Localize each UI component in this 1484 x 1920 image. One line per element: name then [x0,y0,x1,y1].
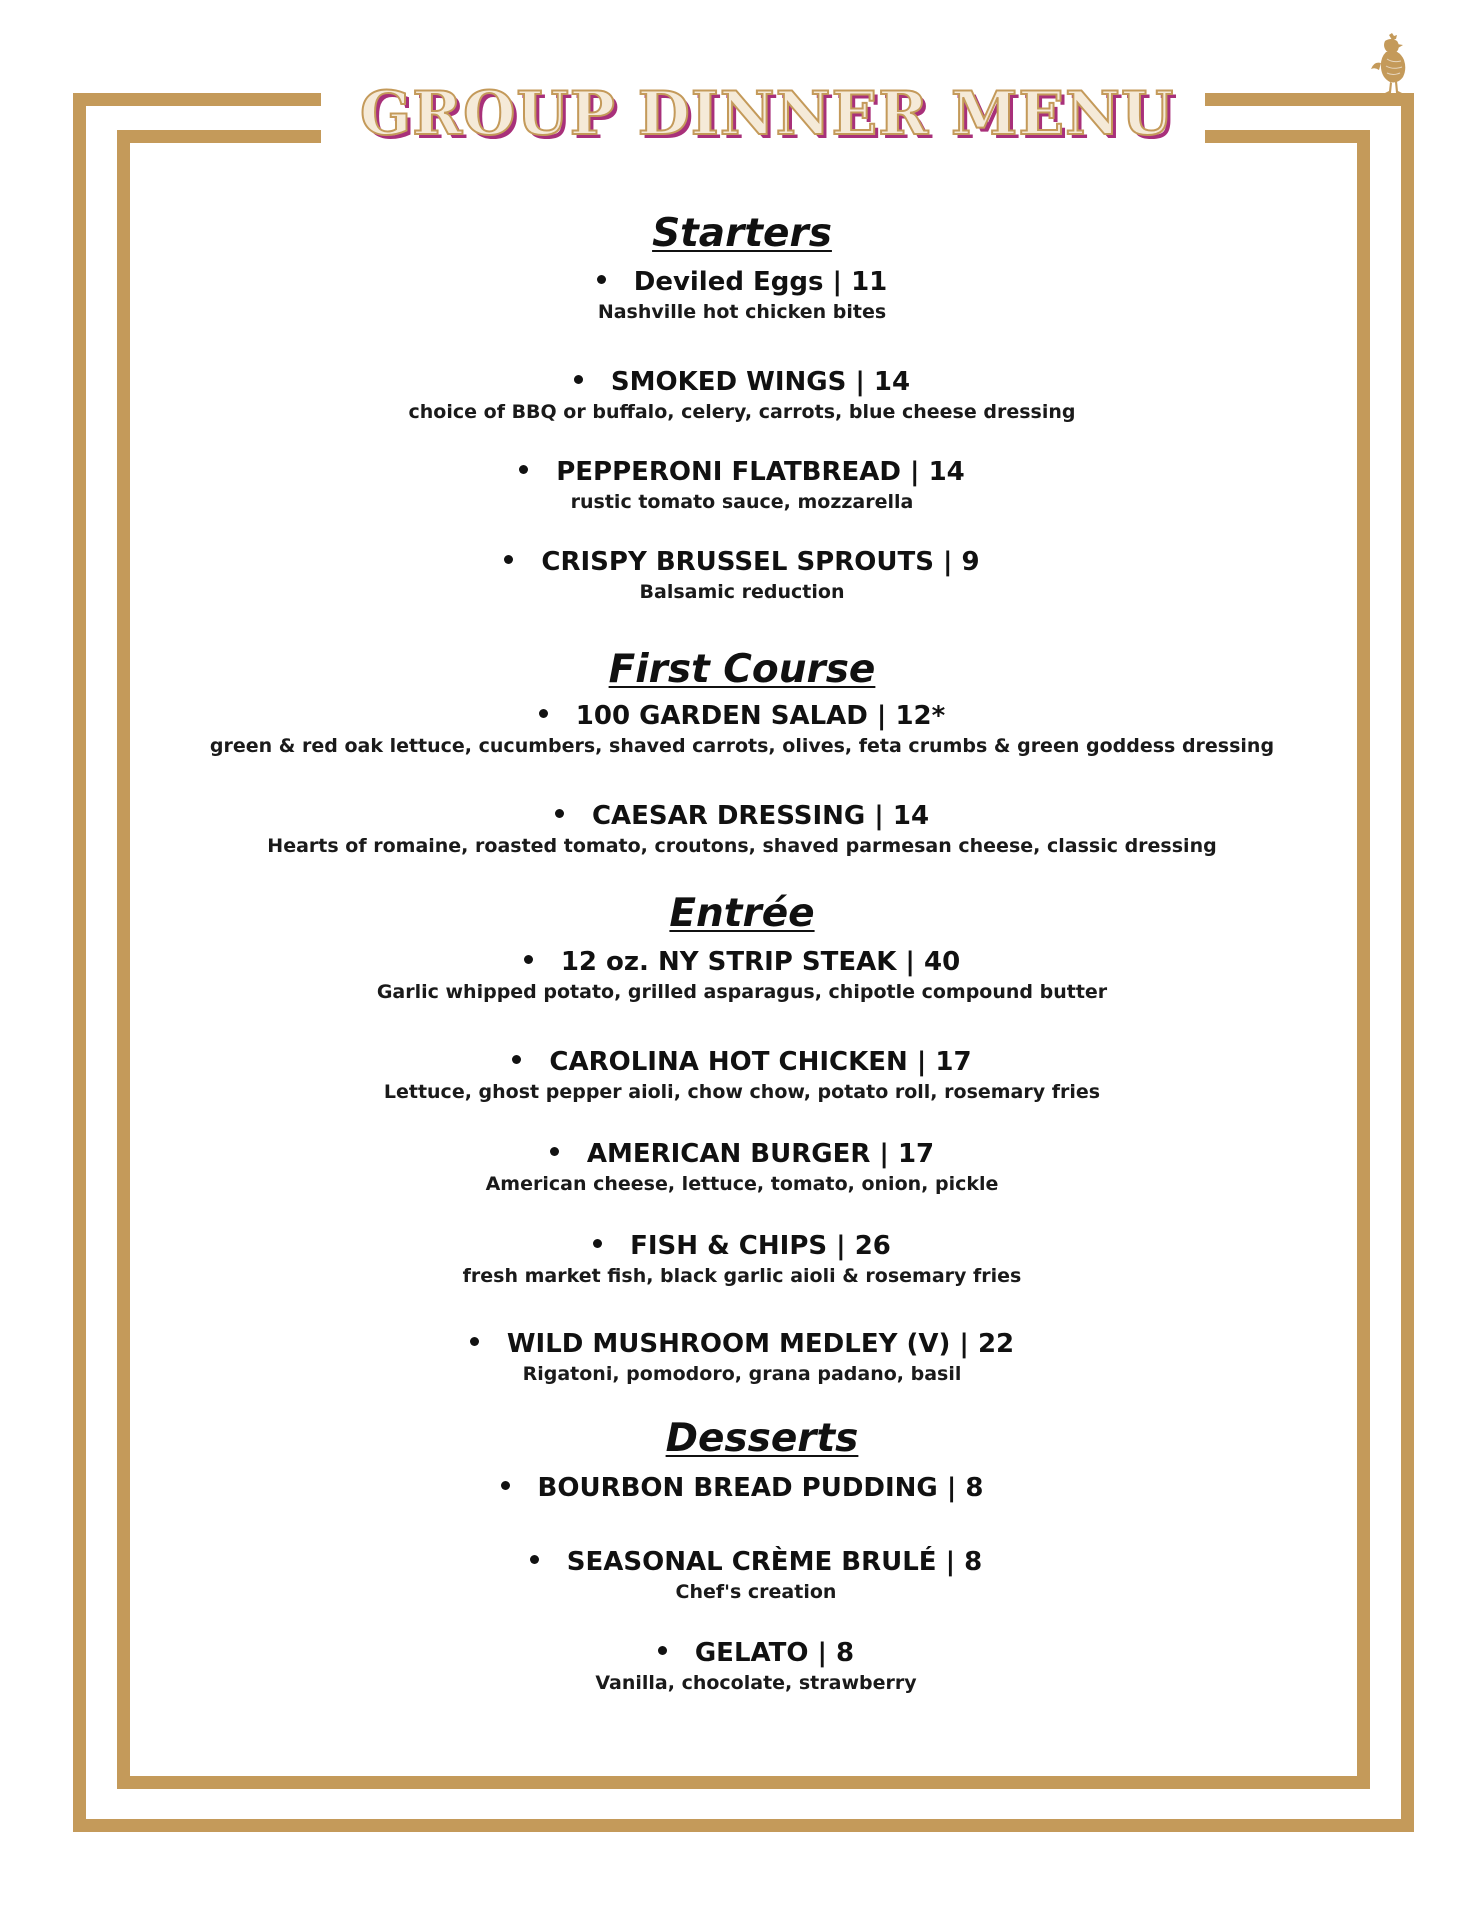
menu-item-name-line [0,700,1484,732]
bullet-dot-icon [470,1337,479,1346]
menu-item-name: SMOKED WINGS | 14 [610,367,911,397]
frame-inner-bottom [117,1776,1370,1789]
menu-item-description: choice of BBQ or buffalo, celery, carrots, blue cheese dressing [408,401,1076,423]
menu-item-name: 100 GARDEN SALAD | 12* [575,701,946,731]
menu-item-name: GELATO | 8 [694,1638,855,1668]
menu-item-name-line [0,366,1484,398]
section-heading-desserts: Desserts [665,1416,859,1461]
menu-item-description: Rigatoni, pomodoro, grana padano, basil [522,1363,962,1385]
menu-item-name: SEASONAL CRÈME BRULÉ | 8 [566,1547,983,1577]
frame-outer-bottom [73,1819,1414,1832]
menu-item [14,1546,1484,1606]
menu-item [0,546,1484,606]
menu-item-name-line [0,800,1484,832]
menu-item-name-line [0,546,1484,578]
frame-outer-top-left [73,93,321,106]
menu-item [0,1230,1484,1290]
bullet-dot-icon [504,555,513,564]
bullet-dot-icon [555,809,564,818]
menu-item-description: green & red oak lettuce, cucumbers, shaved carrots, olives, feta crumbs & green goddess dressing [209,735,1275,757]
section-heading-first-course: First Course [608,647,876,692]
bullet-dot-icon [550,1147,559,1156]
menu-item [0,1328,1484,1388]
menu-item-name: 12 oz. NY STRIP STEAK | 40 [560,947,961,977]
menu-item-name: CRISPY BRUSSEL SPROUTS | 9 [541,547,980,577]
menu-item-name: FISH & CHIPS | 26 [630,1231,891,1261]
menu-item-name-line [0,1138,1484,1170]
menu-item-description: rustic tomato sauce, mozzarella [570,491,914,513]
menu-item-name: PEPPERONI FLATBREAD | 14 [556,457,965,487]
bullet-dot-icon [519,465,528,474]
menu-item [14,1637,1484,1697]
bullet-dot-icon [530,1555,539,1564]
menu-item [0,266,1484,326]
rooster-logo-icon [1371,33,1413,97]
bullet-dot-icon [539,709,548,718]
bullet-dot-icon [658,1646,667,1655]
bullet-dot-icon [501,1481,510,1490]
frame-inner-top-left [117,130,321,143]
menu-item-name: Deviled Eggs | 11 [633,267,888,297]
menu-item-description: Chef's creation [675,1581,837,1603]
menu-item-description: Garlic whipped potato, grilled asparagus, chipotle compound butter [376,981,1108,1003]
menu-item-description: Hearts of romaine, roasted tomato, croutons, shaved parmesan cheese, classic dressing [267,835,1217,857]
bullet-dot-icon [524,955,533,964]
menu-item-description: Vanilla, chocolate, strawberry [595,1672,917,1694]
menu-item-name-line [0,1046,1484,1078]
menu-item-name-line [0,1472,1484,1504]
menu-item [0,1138,1484,1198]
menu-item-description: American cheese, lettuce, tomato, onion, pickle [485,1173,999,1195]
menu-item-name-line [0,266,1484,298]
bullet-dot-icon [593,1239,602,1248]
menu-item-description: Lettuce, ghost pepper aioli, chow chow, potato roll, rosemary fries [383,1081,1101,1103]
menu-item [0,700,1484,760]
menu-title: GROUP DINNER MENU [360,79,1175,149]
menu-item [0,800,1484,860]
section-heading-starters: Starters [652,211,832,256]
menu-item-name: CAROLINA HOT CHICKEN | 17 [549,1047,972,1077]
frame-inner-top-right [1205,130,1370,143]
menu-item [0,1046,1484,1106]
menu-item [0,456,1484,516]
menu-item-description: Nashville hot chicken bites [597,301,887,323]
menu-item-name: BOURBON BREAD PUDDING | 8 [537,1473,984,1503]
menu-item-name-line [14,1637,1484,1669]
menu-item-description: Balsamic reduction [639,581,845,603]
section-heading-entree: Entrée [669,891,815,936]
bullet-dot-icon [512,1055,521,1064]
menu-item-name-line [0,456,1484,488]
bullet-dot-icon [597,275,606,284]
menu-item-name: CAESAR DRESSING | 14 [591,801,930,831]
menu-item-name-line [0,1230,1484,1262]
bullet-dot-icon [574,375,583,384]
menu-item-name: AMERICAN BURGER | 17 [586,1139,935,1169]
menu-item-name-line [14,1546,1484,1578]
menu-item [0,946,1484,1006]
menu-item-name-line [0,1328,1484,1360]
menu-item-name: WILD MUSHROOM MEDLEY (V) | 22 [506,1329,1015,1359]
menu-item [0,366,1484,426]
menu-item-description: fresh market fish, black garlic aioli & rosemary fries [462,1265,1022,1287]
menu-item [0,1472,1484,1504]
menu-item-name-line [0,946,1484,978]
